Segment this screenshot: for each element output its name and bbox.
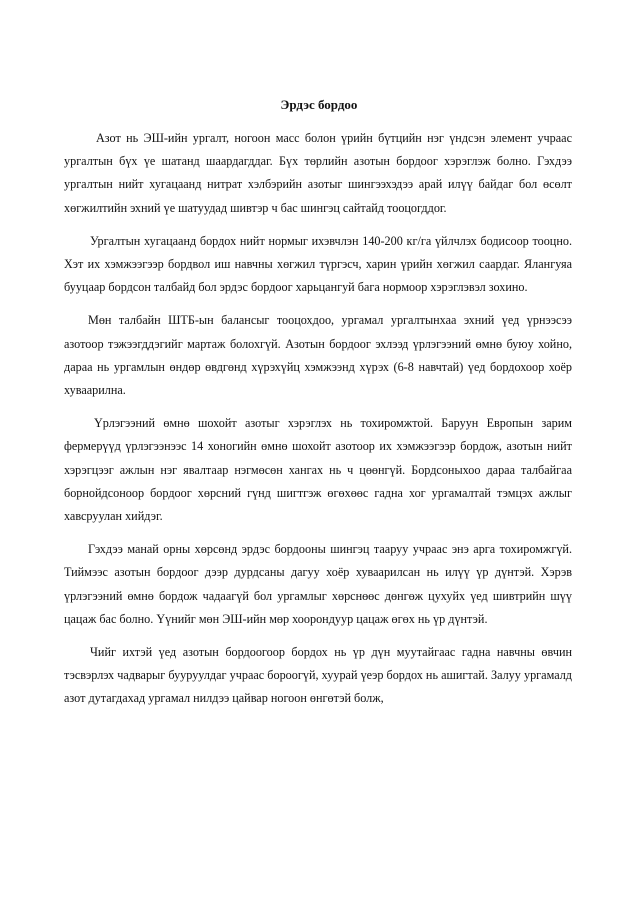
paragraph-local-conditions: Гэхдээ манай орны хөрсөнд эрдэс бордооны шингэц тааруу учраас энэ арга тохиромжгүй. Тиймээс азотын бордоог дээр дурдсаны дагуу хоёр хуваарилсан нь илүү үр дүнтэй. Хэрэв үрлэгээний өмнө бордож чадаагүй бол ургамлыг хөрснөөс дөнгөж цухуйх үед шивтрийн шүү цацаж бас болно. Үүнийг мөн ЭШ-ийн мөр хоорондуур цацаж өгөх нь үр дүнтэй. [64,542,572,626]
paragraph-moisture-timing: Чийг ихтэй үед азотын бордоогоор бордох нь үр дүн муутайгаас гадна навчны өвчин тэсвэрлэх чадварыг бууруулдаг учраас бороогүй, хуурай үеэр бордох нь ашигтай. Залуу ургамалд азот дутагдахад ургамал нилдээ цайвар ногоон өнгөтэй болж, [64,645,572,706]
page-title: Эрдэс бордоо [280,97,358,112]
paragraph-field-balance: Мөн талбайн ШТБ-ын балансыг тооцохдоо, ургамал ургалтынхаа эхний үед үрнээсээ азотоор тэжээгддэгийг мартаж болохгүй. Азотын бордоог эхлээд үрлэгээний өмнө буюу хойно, дараа нь ургамлын өндөр өвдгөнд хүрэхүйц хэмжээнд хүрэх (6-8 навчтай) үед бордохоор хоёр хуваарилна. [64,313,572,398]
document-body [64,127,572,721]
paragraph-fertilizer-norm: Ургалтын хугацаанд бордох нийт нормыг ихэвчлэн 140-200 кг/га үйлчлэх бодисоор тооцно. Хэт их хэмжээгээр бордвол иш навчны хөгжил түргэсч, харин үрийн хөгжил саардаг. Ялангуяа бууцаар бордсон талбайд бол эрдэс бордоог харьцангуй бага нормоор хэрэглэвэл зохино. [64,233,572,295]
paragraph-nitrogen-role: Азот нь ЭШ-ийн ургалт, ногоон масс болон үрийн бүтцийн нэг үндсэн элемент учраас ургалтын бүх үе шатанд шаардагддаг. Бүх төрлийн азотын бордоог хэрэглэж болно. Гэхдээ ургалтын нийт хугацаанд нитрат хэлбэрийн азотыг шингээхэдээ арай илүү байдаг бол өсөлт хөгжилтийн эхний үе шатуудад шивтэр ч бас шингэц сайтайд тооцогддог. [64,131,572,215]
paragraph-preplant-application: Үрлэгээний өмнө шохойт азотыг хэрэглэх нь тохиромжтой. Баруун Европын зарим фермерүүд үрлэгээнээс 14 хоногийн өмнө шохойт азотоор их хэмжээгээр бордож, азотын нийт хэрэгцээг ажлын нэг явалтаар нэгмөсөн хангах нь ч цөөнгүй. Бордсоныхоо дараа талбайгаа борнойдсоноор бордоог хөрсний гүнд шигтгэж өгөхөөс гадна хог ургамалтай тэмцэх ажлыг хавсруулан хийдэг. [64,416,572,524]
